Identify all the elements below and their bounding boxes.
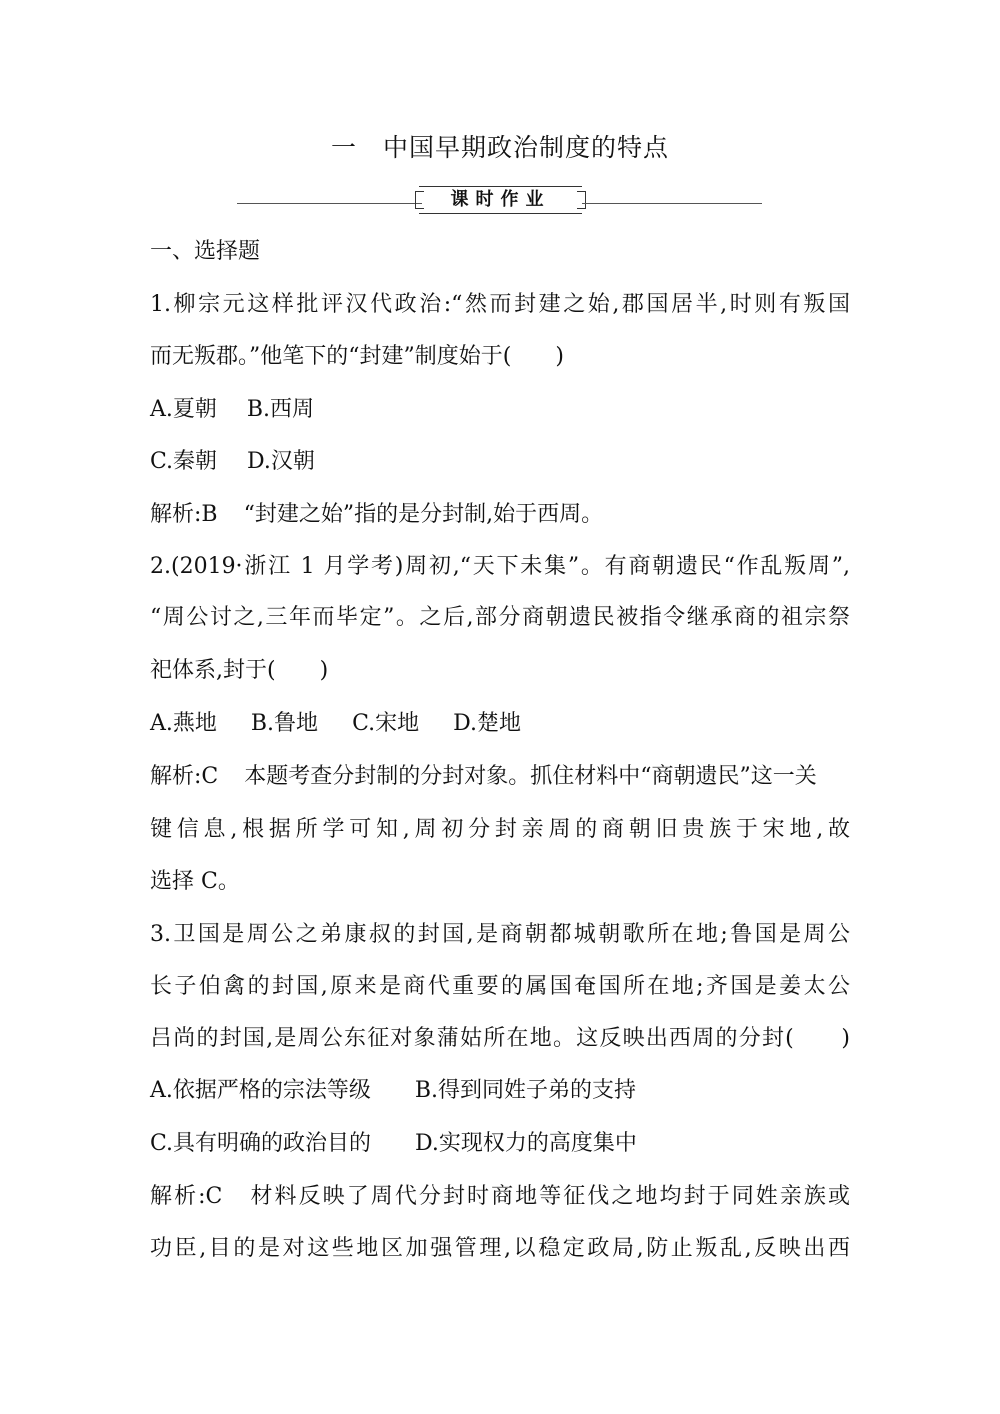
page-title: 一 中国早期政治制度的特点 bbox=[330, 133, 669, 162]
q3-option-b: B.得到同姓子弟的支持 bbox=[414, 1078, 637, 1103]
q3-stem-line-2: 长子伯禽的封国,原来是商代重要的属国奄国所在地;齐国是姜太公 bbox=[150, 974, 850, 999]
q3-analysis-line-2: 功臣,目的是对这些地区加强管理,以稳定政局,防止叛乱,反映出西 bbox=[150, 1236, 850, 1261]
q3-option-d: D.实现权力的高度集中 bbox=[415, 1131, 637, 1156]
q2-analysis bbox=[150, 762, 850, 792]
q2-stem-line-2: “周公讨之,三年而毕定”。之后,部分商朝遗民被指令继承商的祖宗祭 bbox=[150, 605, 850, 630]
banner-rule-right bbox=[582, 203, 762, 204]
q3-stem-line-3: 吕尚的封国,是周公东征对象蒲姑所在地。这反映出西周的分封( ) bbox=[150, 1026, 850, 1051]
q1-options-row-1 bbox=[150, 395, 850, 425]
q1-stem-line-2: 而无叛郡。”他笔下的“封建”制度始于( ) bbox=[150, 344, 564, 369]
q3-options-row-1 bbox=[150, 1076, 850, 1106]
banner-label: 课时作业 bbox=[450, 189, 551, 210]
q3-stem-line-1: 3.卫国是周公之弟康叔的封国,是商朝都城朝歌所在地;鲁国是周公 bbox=[150, 922, 850, 947]
q3-analysis bbox=[150, 1182, 850, 1212]
q1-option-a: A.夏朝 bbox=[150, 397, 217, 422]
q1-option-c: C.秦朝 bbox=[150, 449, 218, 474]
q2-option-d: D.楚地 bbox=[453, 711, 521, 736]
section-banner bbox=[237, 186, 762, 216]
q1-option-d: D.汉朝 bbox=[247, 449, 315, 474]
q2-analysis-line-2: 键信息,根据所学可知,周初分封亲周的商朝旧贵族于宋地,故 bbox=[150, 817, 850, 842]
q1-option-b: B.西周 bbox=[246, 397, 315, 422]
q2-option-b: B.鲁地 bbox=[250, 711, 319, 736]
q2-option-c: C.宋地 bbox=[352, 711, 420, 736]
q3-analysis-line-1: 材料反映了周代分封时商地等征伐之地均封于同姓亲族或 bbox=[248, 1184, 850, 1209]
q1-analysis bbox=[150, 500, 850, 530]
q2-option-a: A.燕地 bbox=[150, 711, 217, 736]
q3-option-a: A.依据严格的宗法等级 bbox=[150, 1078, 371, 1103]
banner-frame bbox=[419, 186, 582, 214]
q2-stem-line-1: 2.(2019·浙江 1 月学考)周初,“天下未集”。有商朝遗民“作乱叛周”, bbox=[150, 554, 850, 579]
q3-option-c: C.具有明确的政治目的 bbox=[150, 1131, 372, 1156]
q1-analysis-line-1: “封建之始”指的是分封制,始于西周。 bbox=[243, 502, 604, 527]
q2-analysis-line-1: 本题考查分封制的分封对象。抓住材料中“商朝遗民”这一关 bbox=[244, 764, 817, 789]
q3-analysis-prefix: 解析:C bbox=[150, 1184, 223, 1209]
q2-stem-line-3: 祀体系,封于( ) bbox=[150, 658, 329, 683]
q1-analysis-prefix: 解析:B bbox=[150, 502, 218, 527]
q1-stem-line-1: 1.柳宗元这样批评汉代政治:“然而封建之始,郡国居半,时则有叛国 bbox=[150, 292, 850, 317]
q2-analysis-line-3: 选择 C。 bbox=[150, 869, 240, 894]
q2-options-row bbox=[150, 709, 850, 739]
section-heading: 一、选择题 bbox=[150, 239, 261, 264]
banner-rule-left bbox=[237, 203, 422, 204]
q1-options-row-2 bbox=[150, 447, 850, 477]
q3-options-row-2 bbox=[150, 1129, 850, 1159]
q2-analysis-prefix: 解析:C bbox=[150, 764, 219, 789]
